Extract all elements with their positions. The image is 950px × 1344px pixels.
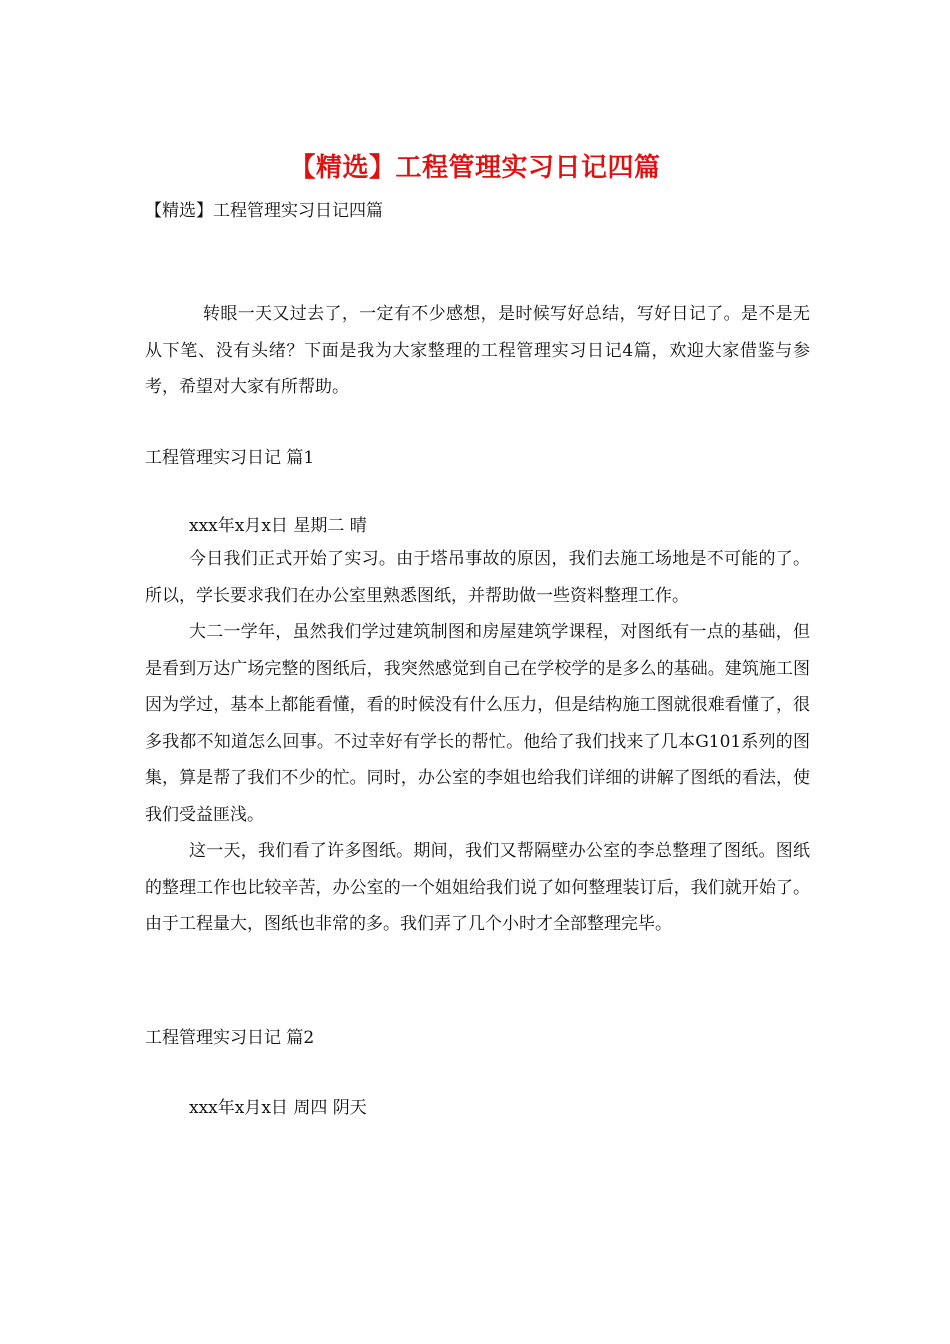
document-subtitle: 【精选】工程管理实习日记四篇 <box>145 201 383 221</box>
entry-2-date: xxx年x月x日 周四 阴天 <box>189 1098 367 1118</box>
entry-2-heading: 工程管理实习日记 篇2 <box>145 1028 315 1048</box>
entry-1-heading: 工程管理实习日记 篇1 <box>145 448 315 468</box>
entry-1-date: xxx年x月x日 星期二 晴 <box>189 516 367 536</box>
entry-1-body <box>145 541 810 943</box>
entry-1-paragraph-2: 大二一学年，虽然我们学过建筑制图和房屋建筑学课程，对图纸有一点的基础，但是看到万达广场完整的图纸后，我突然感觉到自己在学校学的是多么的基础。建筑施工图因为学过，基本上都能看懂，看的时候没有什么压力，但是结构施工图就很难看懂了，很多我都不知道怎么回事。不过幸好有学长的帮忙。他给了我们找来了几本G101系列的图集，算是帮了我们不少的忙。同时，办公室的李姐也给我们详细的讲解了图纸的看法，使我们受益匪浅。 <box>145 622 810 825</box>
entry-1-paragraph-1: 今日我们正式开始了实习。由于塔吊事故的原因，我们去施工场地是不可能的了。所以，学长要求我们在办公室里熟悉图纸，并帮助做一些资料整理工作。 <box>145 549 810 606</box>
document-title: 【精选】工程管理实习日记四篇 <box>289 153 661 183</box>
intro-paragraph: 转眼一天又过去了，一定有不少感想，是时候写好总结，写好日记了。是不是无从下笔、没有头绪？下面是我为大家整理的工程管理实习日记4篇，欢迎大家借鉴与参考，希望对大家有所帮助。 <box>145 304 810 397</box>
entry-1-paragraph-3: 这一天，我们看了许多图纸。期间，我们又帮隔壁办公室的李总整理了图纸。图纸的整理工作也比较辛苦，办公室的一个姐姐给我们说了如何整理装订后，我们就开始了。由于工程量大，图纸也非常的多。我们弄了几个小时才全部整理完毕。 <box>145 841 810 934</box>
